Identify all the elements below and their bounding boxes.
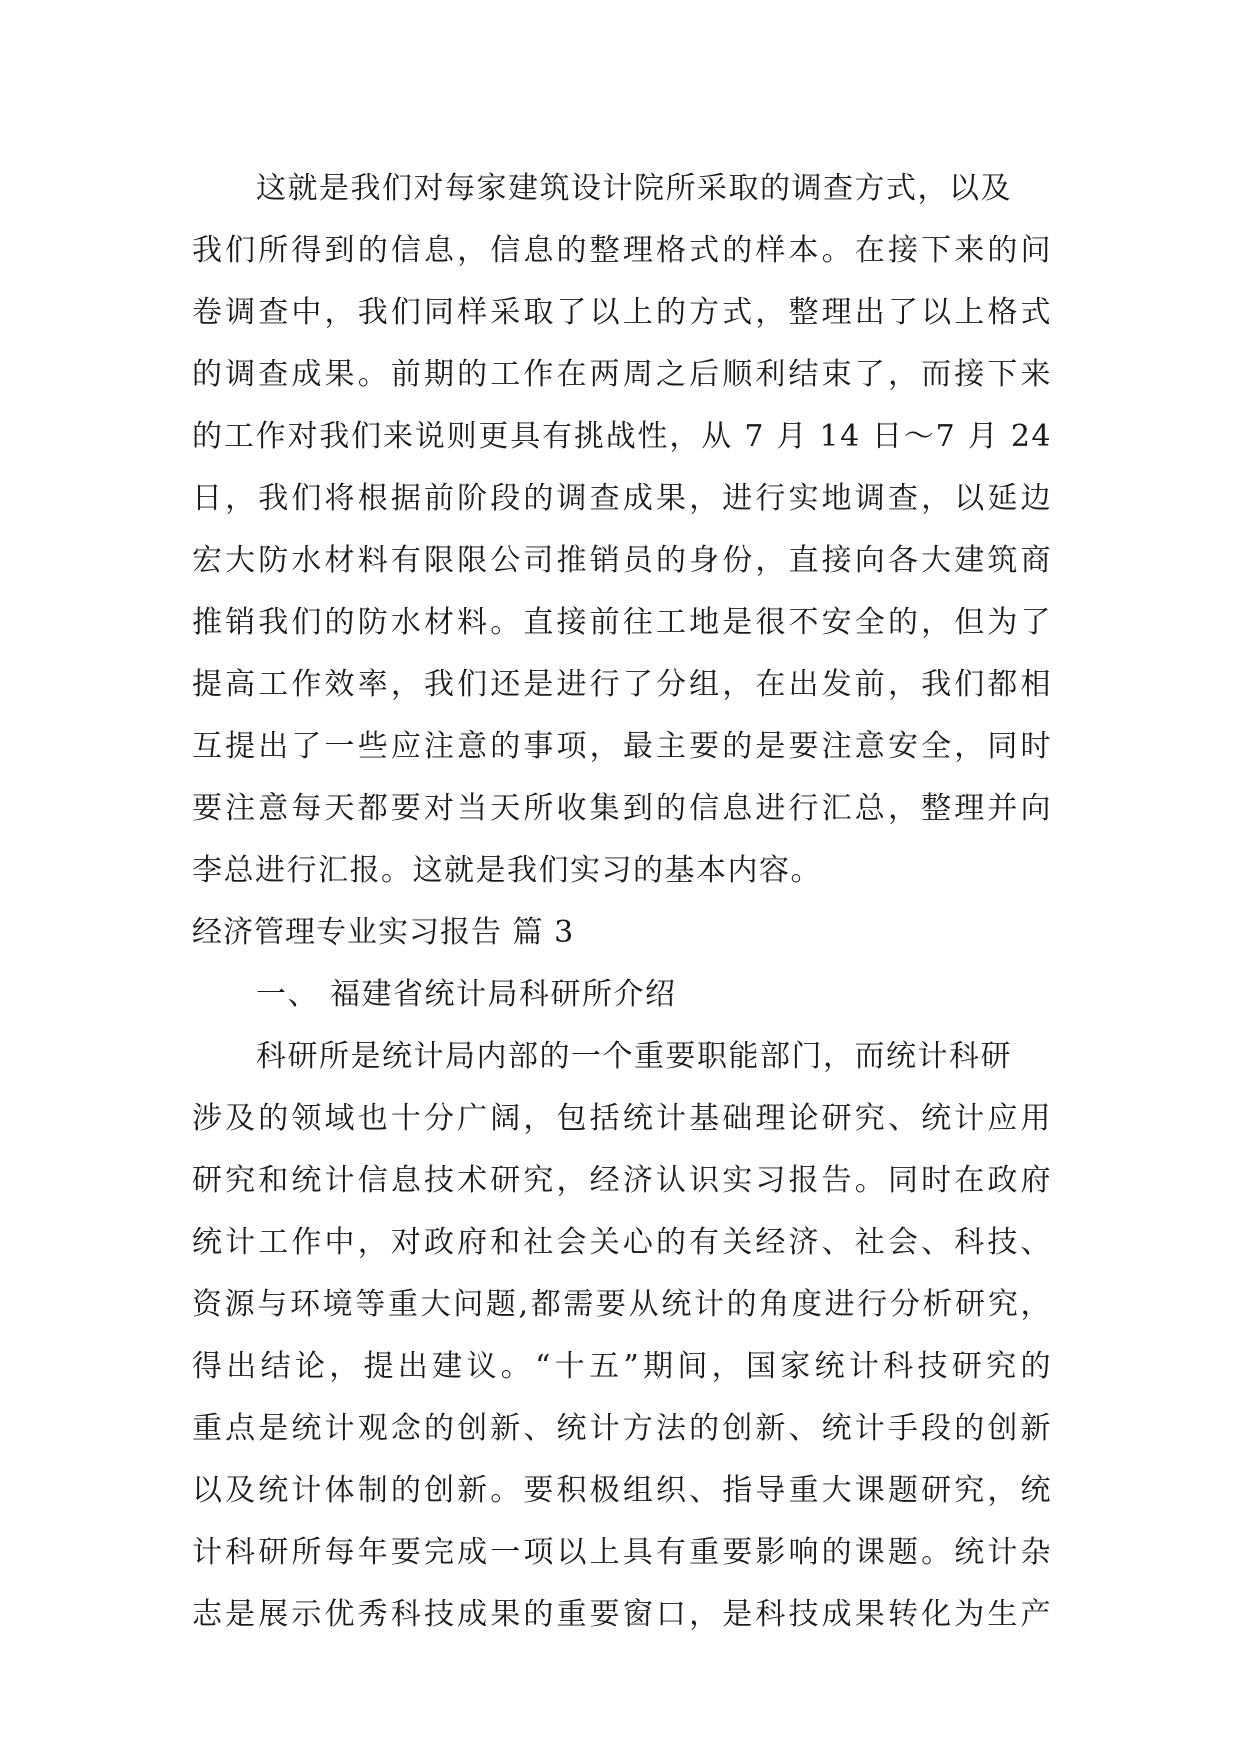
paragraph-line: 日，我们将根据前阶段的调查成果，进行实地调查，以延边 [192, 481, 1052, 516]
paragraph-line: 要注意每天都要对当天所收集到的信息进行汇总，整理并向 [192, 791, 1052, 826]
paragraph-line: 以及统计体制的创新。要积极组织、指导重大课题研究，统 [192, 1473, 1052, 1508]
paragraph-line: 这就是我们对每家建筑设计院所采取的调查方式，以及 [256, 171, 1012, 206]
section-title: 经济管理专业实习报告 篇 3 [192, 915, 575, 950]
paragraph-line: 互提出了一些应注意的事项，最主要的是要注意安全，同时 [192, 729, 1052, 764]
paragraph-line: 的工作对我们来说则更具有挑战性，从 7 月 14 日～7 月 24 [192, 419, 1052, 454]
paragraph-line: 计科研所每年要完成一项以上具有重要影响的课题。统计杂 [192, 1535, 1052, 1570]
paragraph-line: 得出结论，提出建议。“十五”期间，国家统计科技研究的 [192, 1349, 1052, 1384]
paragraph-line: 提高工作效率，我们还是进行了分组，在出发前，我们都相 [192, 667, 1052, 702]
paragraph-line: 推销我们的防水材料。直接前往工地是很不安全的，但为了 [192, 605, 1052, 640]
paragraph-line: 资源与环境等重大问题,都需要从统计的角度进行分析研究， [192, 1287, 1052, 1322]
paragraph-line: 重点是统计观念的创新、统计方法的创新、统计手段的创新 [192, 1411, 1052, 1446]
subsection-heading: 一、 福建省统计局科研所介绍 [256, 977, 677, 1012]
paragraph-line: 研究和统计信息技术研究，经济认识实习报告。同时在政府 [192, 1163, 1052, 1198]
paragraph-line: 的调查成果。前期的工作在两周之后顺利结束了，而接下来 [192, 357, 1052, 392]
paragraph-line: 宏大防水材料有限限公司推销员的身份，直接向各大建筑商 [192, 543, 1052, 578]
paragraph-line: 涉及的领域也十分广阔，包括统计基础理论研究、统计应用 [192, 1101, 1052, 1136]
paragraph-line: 科研所是统计局内部的一个重要职能部门，而统计科研 [256, 1039, 1012, 1074]
document-body [192, 158, 1052, 1646]
paragraph-line: 统计工作中，对政府和社会关心的有关经济、社会、科技、 [192, 1225, 1052, 1260]
paragraph-line: 李总进行汇报。这就是我们实习的基本内容。 [192, 853, 822, 888]
paragraph-line: 志是展示优秀科技成果的重要窗口，是科技成果转化为生产 [192, 1597, 1052, 1632]
paragraph-line: 我们所得到的信息，信息的整理格式的样本。在接下来的问 [192, 233, 1052, 268]
paragraph-line: 卷调查中，我们同样采取了以上的方式，整理出了以上格式 [192, 295, 1052, 330]
